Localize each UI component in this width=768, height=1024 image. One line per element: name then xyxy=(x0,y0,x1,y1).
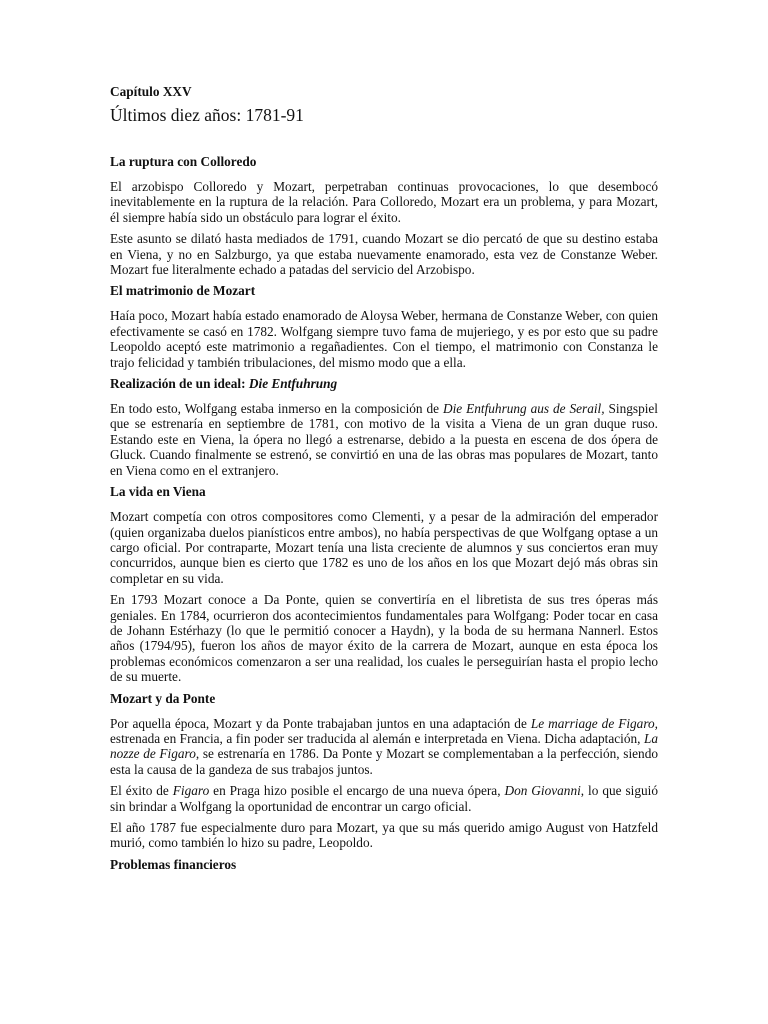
paragraph: Por aquella época, Mozart y da Ponte trabajaban juntos en una adaptación de Le marriage de Figaro, estrenada en Francia, a fin poder ser traducida al alemán e interpretada en Viena. Dicha adaptación, La nozze de Figaro, se estrenaría en 1786. Da Ponte y Mozart se complementaban a la perfección, siendo esta la causa de la gandeza de sus trabajos juntos. xyxy=(110,715,658,777)
paragraph: En 1793 Mozart conoce a Da Ponte, quien se convertiría en el libretista de sus tres óperas más geniales. En 1784, ocurrieron dos acontecimientos fundamentales para Wolfgang: Poder tocar en casa de Johann Estérhazy (lo que le permitió conocer a Haydn), y la boda de su hermana Nannerl. Estos años (1794/95), fueron los años de mayor éxito de la carrera de Mozart, aunque en esta época los problemas económicos comenzaron a ser una realidad, los cuales le perseguirían hasta el propio lecho de su muerte. xyxy=(110,592,658,685)
opera-title: Die Entfuhrung xyxy=(248,376,338,392)
section-ruptura-colloredo xyxy=(110,154,658,277)
section-heading: Problemas financieros xyxy=(110,856,237,872)
section-heading: Mozart y da Ponte xyxy=(110,690,216,706)
section-matrimonio-mozart xyxy=(110,283,658,370)
paragraph: Haía poco, Mozart había estado enamorado de Aloysa Weber, hermana de Constanze Weber, con quien efectivamente se casó en 1782. Wolfgang siempre tuvo fama de mujeriego, y es por esto que su padre Leopoldo aceptó este matrimonio a regañadientes. Con el tiempo, el matrimonio con Constanza le trajo felicidad y también tribulaciones, del mismo modo que a ella. xyxy=(110,308,658,370)
document-content xyxy=(110,84,658,882)
paragraph: En todo esto, Wolfgang estaba inmerso en la composición de Die Entfuhrung aus de Serail, Singspiel que se estrenaría en septiembre de 1781, con motivo de la visita a Viena de un gran duque ruso. Estando este en Viena, la ópera no llegó a estrenarse, debido a la puesta en escena de dos ópera de Gluck. Cuando finalmente se estrenó, se convirtió en una de las obras mas populares de Mozart, tanto en Viena como en el extranjero. xyxy=(110,401,659,478)
paragraph: El éxito de Figaro en Praga hizo posible el encargo de una nueva ópera, Don Giovanni, lo que siguió sin brindar a Wolfgang la oportunidad de encontrar un cargo oficial. xyxy=(110,783,658,814)
chapter-label: Capítulo XXV xyxy=(110,84,192,99)
paragraph: El arzobispo Colloredo y Mozart, perpetraban continuas provocaciones, lo que desembocó inevitablemente en la ruptura de la relación. Para Colloredo, Mozart era un problema, y para Mozart, él siempre había sido un obstáculo para lograr el éxito. xyxy=(110,179,658,225)
opera-title: Figaro xyxy=(172,783,210,799)
section-heading: La ruptura con Colloredo xyxy=(110,154,257,169)
opera-title: Die Entfuhrung aus de Serail, xyxy=(442,401,605,417)
section-vida-viena xyxy=(110,484,658,684)
opera-title: Don Giovanni xyxy=(504,783,581,799)
section-heading: La vida en Viena xyxy=(110,484,206,500)
section-heading: El matrimonio de Mozart xyxy=(110,283,256,299)
section-realizacion-ideal xyxy=(110,376,658,478)
paragraph: Mozart competía con otros compositores como Clementi, y a pesar de la admiración del emperador (quien organizaba duelos pianísticos entre ambos), no había perspectivas de que Wolfgang optase a un cargo oficial. Por contraparte, Mozart tenía una lista creciente de alumnos y sus conciertos eran muy concurridos, aunque bien es cierto que 1782 es uno de los años en los que Mozart dejó más obras sin completar en su vida. xyxy=(110,509,658,586)
section-problemas-financieros xyxy=(110,857,658,873)
opera-title: Le marriage de Figaro, xyxy=(530,715,658,731)
opera-title: La nozze de Figaro xyxy=(110,730,658,762)
section-mozart-da-ponte xyxy=(110,691,658,851)
chapter-title: Últimos diez años: 1781-91 xyxy=(110,105,304,125)
paragraph: El año 1787 fue especialmente duro para Mozart, ya que su más querido amigo August von Hatzfeld murió, como también lo hizo su padre, Leopoldo. xyxy=(110,820,658,851)
section-heading: Realización de un ideal: Die Entfuhrung xyxy=(110,376,338,392)
paragraph: Este asunto se dilató hasta mediados de 1791, cuando Mozart se dio percató de que su destino estaba en Viena, y no en Salzburgo, ya que estaba nuevamente enamorado, esta vez de Constanze Weber. Mozart fue literalmente echado a patadas del servicio del Arzobispo. xyxy=(110,231,658,278)
